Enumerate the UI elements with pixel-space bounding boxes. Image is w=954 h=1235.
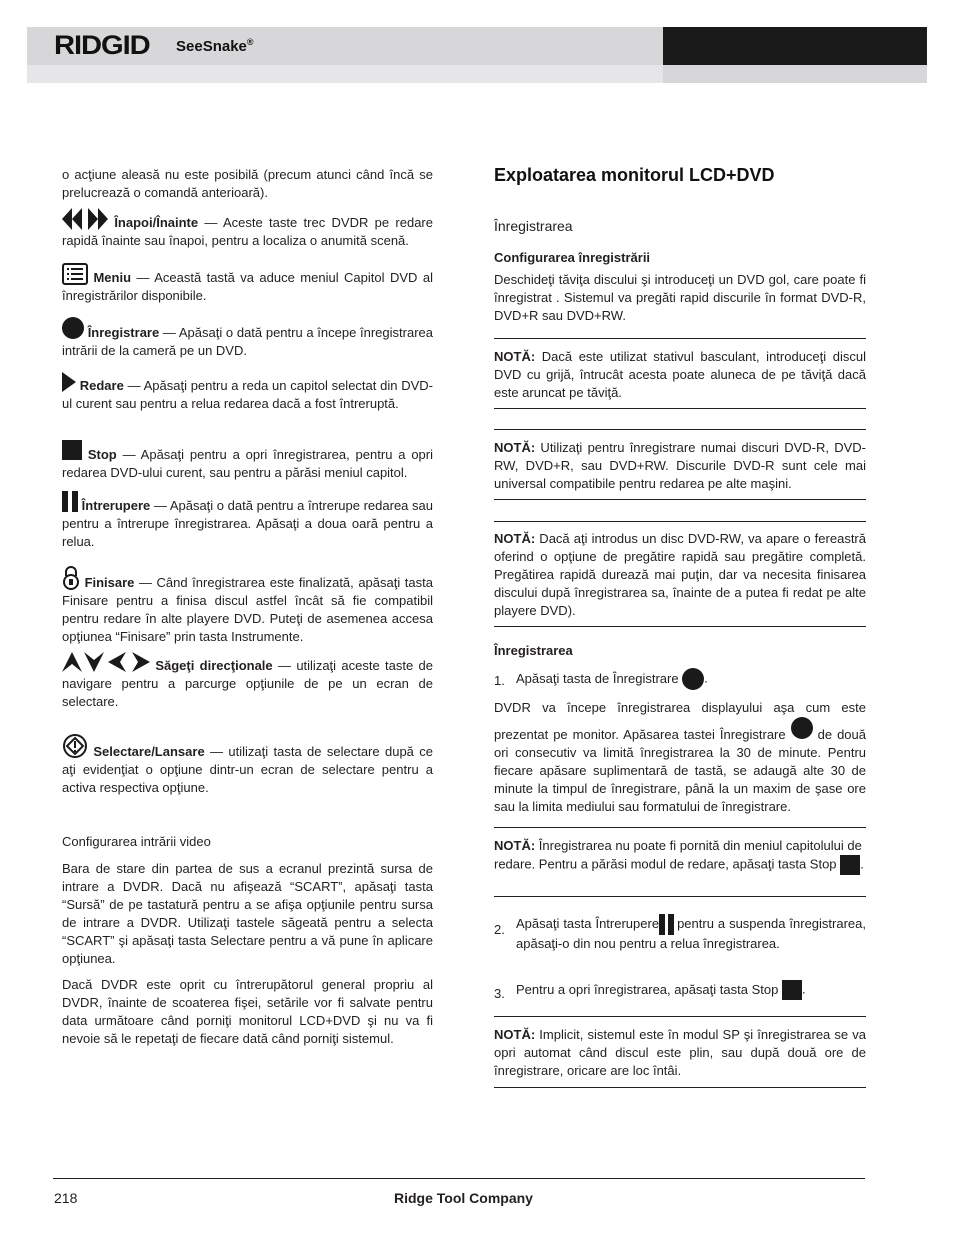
note-rule [494, 408, 866, 409]
pause-icon [62, 491, 78, 512]
note-rule [494, 338, 866, 339]
video-heading: Configurarea intrării video [62, 834, 211, 849]
pause-icon [659, 914, 665, 935]
header-lower-band [27, 65, 663, 83]
note-rule [494, 1087, 866, 1088]
note-playback-menu: NOTĂ: Înregistrarea nu poate fi pornită din meniul capitolului de redare. Pentru a părăsi modul de redare, apăsaţi tasta Stop . [494, 837, 866, 875]
stop-icon [782, 980, 802, 1000]
product-name: SeeSnake® [176, 37, 254, 55]
section-subtitle: Înregistrarea [494, 218, 573, 234]
play-icon [62, 372, 76, 392]
lock-icon [62, 566, 80, 590]
note-rule [494, 827, 866, 828]
recording-heading: Înregistrarea [494, 643, 573, 658]
record-icon [791, 717, 813, 739]
video-paragraph-2: Dacă DVDR este oprit cu întrerupătorul general propriu al DVDR, înainte de scoaterea fişei, setările vor fi salvate pentru data următoare când porniţi monitorul LCD+DVD şi nu va fi nevoie să le repetaţi de fiecare dată când porniţi sistemul. [62, 977, 433, 1046]
item-menu: Meniu — Această tastă va aduce meniul Capitol DVD al înregistrărilor disponibile. [62, 263, 433, 305]
item-record: Înregistrare — Apăsaţi o dată pentru a începe înregistrarea intrării de la cameră pe un DVD. [62, 317, 433, 360]
item-select: Selectare/Lansare — utilizaţi tasta de selectare după ce aţi evidenţiat o opţiune dintr-un ecran de selectare pentru a activa respectiva opţiune. [62, 733, 433, 797]
config-paragraph: Deschideţi tăviţa discului şi introduceţi un DVD gol, care poate fi înregistrat . Sistemul va pregăti rapid discurile în format DVD-R, DVD+R sau DVD+RW. [494, 272, 866, 323]
note-rule [494, 521, 866, 522]
config-heading: Configurarea înregistrării [494, 250, 651, 265]
note-rule [494, 499, 866, 500]
rewind-forward-icon [62, 208, 108, 230]
video-paragraph-1: Bara de stare din partea de sus a ecranul prezintă sursa de intrare a DVDR. Dacă nu afişează “SCART”, apăsaţi tasta “Sursă” de pe tastatură pentru a se afişa opţiunile pentru sursa de intrare a DVDR. Utilizaţi tastele săgeată pentru a selecta “SCART” şi apăsaţi tasta Selectare pentru a vă pune în aplicare opţiunea. [62, 861, 433, 966]
pause-icon-bar [668, 914, 674, 935]
record-icon [682, 668, 704, 690]
item-finalize: Finisare — Când înregistrarea este finalizată, apăsaţi tasta Finisare pentru a finisa discul astfel încât să fie compatibil pentru redare în alte playere DVD. Puteţi de asemenea accesa opţiunea “Finisare” prin tasta Instrumente. [62, 566, 433, 646]
note-disc-types: NOTĂ: Utilizaţi pentru înregistrare numai discuri DVD-R, DVD-RW, DVD+R, sau DVD+RW. Discurile DVD-R sunt cele mai universal compatibile pentru redarea pe alte maşini. [494, 440, 866, 491]
note-rule [494, 429, 866, 430]
note-rule [494, 1016, 866, 1017]
header-dark-block [663, 27, 927, 65]
footer-rule [53, 1178, 865, 1179]
note-rule [494, 626, 866, 627]
section-title: Exploatarea monitorul LCD+DVD [494, 165, 775, 185]
menu-icon [62, 263, 88, 285]
recording-paragraph: DVDR va începe înregistrarea displayului aşa cum este prezentat pe monitor. Apăsarea tastei Înregistrare de două ori consecutiv va limită înregistrarea la 30 de minute. Pentru fiecare apăsare suplimentară de tastă, se adaugă alte 30 de minute la timpul de înregistrare, până la un maxim de şase ore sau la limita mediului sau formatului de înregistrare. [494, 700, 866, 814]
item-back-forward: Înapoi/Înainte — Aceste taste trec DVDR pe redare rapidă înainte sau înapoi, pentru a localiza o anumită scenă. [62, 208, 433, 250]
intro-paragraph: o acţiune aleasă nu este posibilă (precum atunci când încă se prelucrează o comandă anterioară). [62, 167, 433, 200]
item-stop: Stop — Apăsaţi pentru a opri înregistrarea, pentru a opri redarea DVD-ului curent, sau pentru a părăsi meniul capitol. [62, 440, 433, 482]
page-number: 218 [54, 1190, 78, 1206]
note-tilt-stand: NOTĂ: Dacă este utilizat stativul basculant, introduceţi discul DVD cu grijă, întrucât acesta poate aluneca de pe tăviţă dacă este aruncat pe tăviţă. [494, 349, 866, 400]
company-name: Ridge Tool Company [394, 1190, 533, 1206]
item-arrows: Săgeţi direcţionale — utilizaţi aceste taste de navigare pentru a parcurge opţiunile de pe un ecran de selectare. [62, 652, 433, 711]
note-dvd-rw: NOTĂ: Dacă aţi introdus un disc DVD-RW, va apare o fereastră oferind o opţiune de pregătire rapidă sau pregătire completă. Pregătirea rapidă durează mai puţin, dar va necesita finisarea discului după înregistrarea sa, înainte de a putea fi redat pe alte playere DVD). [494, 531, 866, 618]
note-sp-mode: NOTĂ: Implicit, sistemul este în modul SP şi înregistrarea se va opri automat când discul este plin, sau după două ore de înregistrare, oricare are loc întâi. [494, 1027, 866, 1078]
arrow-keys-icon [62, 652, 150, 672]
stop-icon [62, 440, 82, 460]
stop-icon [840, 855, 860, 875]
ridgid-logo: RIDGID [54, 30, 150, 60]
item-pause: Întrerupere — Apăsaţi o dată pentru a întrerupe redarea sau pentru a întrerupe înregistrarea. Apăsaţi a doua oară pentru a relua. [62, 491, 433, 551]
item-play: Redare — Apăsaţi pentru a reda un capitol selectat din DVD-ul curent sau pentru a relua redarea dacă a fost întreruptă. [62, 372, 433, 413]
record-icon [62, 317, 84, 339]
note-rule [494, 896, 866, 897]
select-icon [62, 733, 88, 759]
